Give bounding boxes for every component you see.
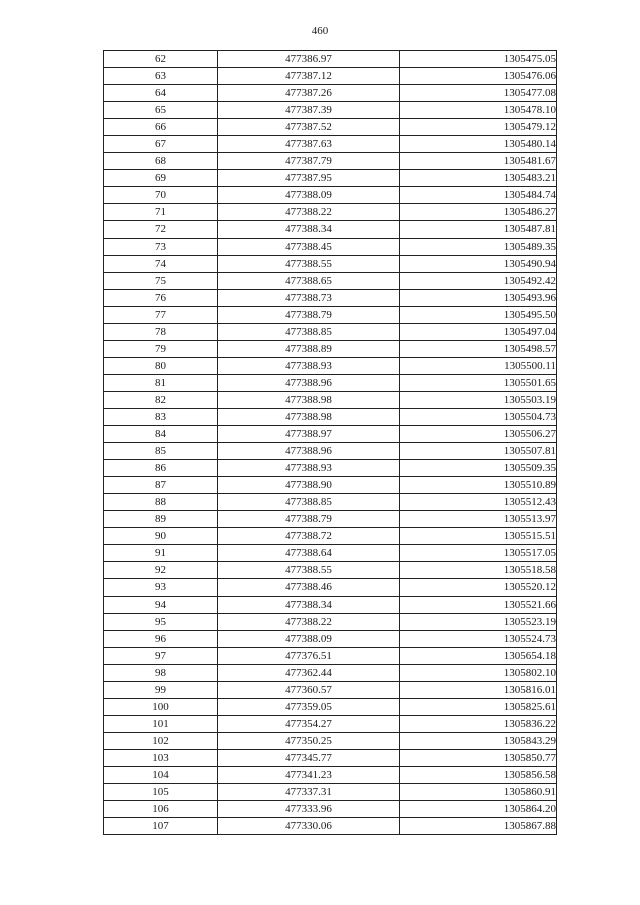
point-number-cell: 95 (104, 613, 218, 630)
point-number-cell: 96 (104, 630, 218, 647)
y-coordinate-cell: 1305524.73 (400, 630, 557, 647)
point-number-cell: 78 (104, 323, 218, 340)
point-number-cell: 69 (104, 170, 218, 187)
table-row (104, 715, 557, 732)
table-row (104, 204, 557, 221)
y-coordinate-cell: 1305816.01 (400, 681, 557, 698)
point-number-cell: 100 (104, 698, 218, 715)
point-number-cell: 85 (104, 443, 218, 460)
x-coordinate-cell: 477360.57 (218, 681, 400, 698)
point-number-cell: 97 (104, 647, 218, 664)
x-coordinate-cell: 477387.79 (218, 153, 400, 170)
x-coordinate-cell: 477388.65 (218, 272, 400, 289)
y-coordinate-cell: 1305484.74 (400, 187, 557, 204)
point-number-cell: 102 (104, 732, 218, 749)
table-row (104, 357, 557, 374)
x-coordinate-cell: 477388.09 (218, 630, 400, 647)
point-number-cell: 87 (104, 477, 218, 494)
point-number-cell: 83 (104, 408, 218, 425)
y-coordinate-cell: 1305860.91 (400, 784, 557, 801)
y-coordinate-cell: 1305517.05 (400, 545, 557, 562)
table-row (104, 579, 557, 596)
x-coordinate-cell: 477388.22 (218, 204, 400, 221)
x-coordinate-cell: 477388.89 (218, 340, 400, 357)
point-number-cell: 63 (104, 68, 218, 85)
x-coordinate-cell: 477388.79 (218, 511, 400, 528)
x-coordinate-cell: 477388.93 (218, 357, 400, 374)
y-coordinate-cell: 1305521.66 (400, 596, 557, 613)
y-coordinate-cell: 1305520.12 (400, 579, 557, 596)
table-row (104, 528, 557, 545)
y-coordinate-cell: 1305498.57 (400, 340, 557, 357)
table-row (104, 784, 557, 801)
table-row (104, 681, 557, 698)
x-coordinate-cell: 477388.45 (218, 238, 400, 255)
y-coordinate-cell: 1305506.27 (400, 426, 557, 443)
y-coordinate-cell: 1305515.51 (400, 528, 557, 545)
table-row (104, 511, 557, 528)
table-row (104, 408, 557, 425)
point-number-cell: 86 (104, 460, 218, 477)
x-coordinate-cell: 477345.77 (218, 749, 400, 766)
table-row (104, 238, 557, 255)
x-coordinate-cell: 477386.97 (218, 51, 400, 68)
point-number-cell: 64 (104, 85, 218, 102)
y-coordinate-cell: 1305504.73 (400, 408, 557, 425)
point-number-cell: 71 (104, 204, 218, 221)
x-coordinate-cell: 477359.05 (218, 698, 400, 715)
point-number-cell: 65 (104, 102, 218, 119)
y-coordinate-cell: 1305512.43 (400, 494, 557, 511)
x-coordinate-cell: 477388.98 (218, 391, 400, 408)
table-row (104, 255, 557, 272)
table-row (104, 818, 557, 835)
y-coordinate-cell: 1305802.10 (400, 664, 557, 681)
x-coordinate-cell: 477388.55 (218, 562, 400, 579)
table-row (104, 306, 557, 323)
point-number-cell: 68 (104, 153, 218, 170)
x-coordinate-cell: 477354.27 (218, 715, 400, 732)
y-coordinate-cell: 1305507.81 (400, 443, 557, 460)
table-row (104, 630, 557, 647)
point-number-cell: 99 (104, 681, 218, 698)
x-coordinate-cell: 477388.34 (218, 596, 400, 613)
x-coordinate-cell: 477387.12 (218, 68, 400, 85)
point-number-cell: 103 (104, 749, 218, 766)
point-number-cell: 98 (104, 664, 218, 681)
table-row (104, 119, 557, 136)
x-coordinate-cell: 477387.26 (218, 85, 400, 102)
point-number-cell: 94 (104, 596, 218, 613)
y-coordinate-cell: 1305500.11 (400, 357, 557, 374)
page-number: 460 (311, 25, 329, 37)
table-row (104, 221, 557, 238)
point-number-cell: 72 (104, 221, 218, 238)
y-coordinate-cell: 1305864.20 (400, 801, 557, 818)
point-number-cell: 106 (104, 801, 218, 818)
table-row (104, 51, 557, 68)
table-row (104, 68, 557, 85)
y-coordinate-cell: 1305654.18 (400, 647, 557, 664)
table-row (104, 136, 557, 153)
point-number-cell: 90 (104, 528, 218, 545)
point-number-cell: 82 (104, 391, 218, 408)
point-number-cell: 77 (104, 306, 218, 323)
x-coordinate-cell: 477388.96 (218, 374, 400, 391)
y-coordinate-cell: 1305478.10 (400, 102, 557, 119)
point-number-cell: 75 (104, 272, 218, 289)
point-number-cell: 92 (104, 562, 218, 579)
table-row (104, 102, 557, 119)
x-coordinate-cell: 477388.72 (218, 528, 400, 545)
y-coordinate-cell: 1305481.67 (400, 153, 557, 170)
y-coordinate-cell: 1305493.96 (400, 289, 557, 306)
x-coordinate-cell: 477387.63 (218, 136, 400, 153)
y-coordinate-cell: 1305836.22 (400, 715, 557, 732)
table-row (104, 732, 557, 749)
x-coordinate-cell: 477388.96 (218, 443, 400, 460)
y-coordinate-cell: 1305486.27 (400, 204, 557, 221)
y-coordinate-cell: 1305475.05 (400, 51, 557, 68)
x-coordinate-cell: 477388.85 (218, 494, 400, 511)
table-row (104, 698, 557, 715)
table-row (104, 801, 557, 818)
x-coordinate-cell: 477388.73 (218, 289, 400, 306)
table-row (104, 426, 557, 443)
x-coordinate-cell: 477388.34 (218, 221, 400, 238)
y-coordinate-cell: 1305509.35 (400, 460, 557, 477)
x-coordinate-cell: 477333.96 (218, 801, 400, 818)
table-row (104, 494, 557, 511)
table-row (104, 477, 557, 494)
table-row (104, 391, 557, 408)
point-number-cell: 88 (104, 494, 218, 511)
y-coordinate-cell: 1305843.29 (400, 732, 557, 749)
table-row (104, 443, 557, 460)
x-coordinate-cell: 477388.79 (218, 306, 400, 323)
table-row (104, 613, 557, 630)
x-coordinate-cell: 477388.90 (218, 477, 400, 494)
table-row (104, 85, 557, 102)
y-coordinate-cell: 1305489.35 (400, 238, 557, 255)
x-coordinate-cell: 477388.93 (218, 460, 400, 477)
x-coordinate-cell: 477388.46 (218, 579, 400, 596)
x-coordinate-cell: 477337.31 (218, 784, 400, 801)
x-coordinate-cell: 477387.39 (218, 102, 400, 119)
y-coordinate-cell: 1305518.58 (400, 562, 557, 579)
point-number-cell: 105 (104, 784, 218, 801)
y-coordinate-cell: 1305503.19 (400, 391, 557, 408)
y-coordinate-cell: 1305513.97 (400, 511, 557, 528)
table-row (104, 647, 557, 664)
x-coordinate-cell: 477388.64 (218, 545, 400, 562)
point-number-cell: 89 (104, 511, 218, 528)
x-coordinate-cell: 477388.22 (218, 613, 400, 630)
point-number-cell: 66 (104, 119, 218, 136)
y-coordinate-cell: 1305487.81 (400, 221, 557, 238)
table-row (104, 187, 557, 204)
y-coordinate-cell: 1305492.42 (400, 272, 557, 289)
y-coordinate-cell: 1305867.88 (400, 818, 557, 835)
table-row (104, 664, 557, 681)
point-number-cell: 80 (104, 357, 218, 374)
x-coordinate-cell: 477388.85 (218, 323, 400, 340)
table-row (104, 374, 557, 391)
table-row (104, 170, 557, 187)
table-row (104, 749, 557, 766)
x-coordinate-cell: 477388.98 (218, 408, 400, 425)
point-number-cell: 91 (104, 545, 218, 562)
y-coordinate-cell: 1305477.08 (400, 85, 557, 102)
table-row (104, 460, 557, 477)
y-coordinate-cell: 1305480.14 (400, 136, 557, 153)
y-coordinate-cell: 1305501.65 (400, 374, 557, 391)
point-number-cell: 93 (104, 579, 218, 596)
x-coordinate-cell: 477388.09 (218, 187, 400, 204)
coordinates-table (103, 50, 557, 835)
y-coordinate-cell: 1305523.19 (400, 613, 557, 630)
x-coordinate-cell: 477388.97 (218, 426, 400, 443)
table-row (104, 272, 557, 289)
x-coordinate-cell: 477341.23 (218, 766, 400, 783)
y-coordinate-cell: 1305495.50 (400, 306, 557, 323)
point-number-cell: 70 (104, 187, 218, 204)
point-number-cell: 81 (104, 374, 218, 391)
y-coordinate-cell: 1305825.61 (400, 698, 557, 715)
table-row (104, 289, 557, 306)
y-coordinate-cell: 1305850.77 (400, 749, 557, 766)
point-number-cell: 74 (104, 255, 218, 272)
y-coordinate-cell: 1305510.89 (400, 477, 557, 494)
x-coordinate-cell: 477388.55 (218, 255, 400, 272)
y-coordinate-cell: 1305479.12 (400, 119, 557, 136)
table-row (104, 596, 557, 613)
y-coordinate-cell: 1305497.04 (400, 323, 557, 340)
table-row (104, 766, 557, 783)
point-number-cell: 73 (104, 238, 218, 255)
x-coordinate-cell: 477362.44 (218, 664, 400, 681)
point-number-cell: 104 (104, 766, 218, 783)
table-row (104, 545, 557, 562)
point-number-cell: 67 (104, 136, 218, 153)
table-row (104, 562, 557, 579)
point-number-cell: 79 (104, 340, 218, 357)
table-row (104, 340, 557, 357)
y-coordinate-cell: 1305476.06 (400, 68, 557, 85)
table-row (104, 153, 557, 170)
table-row (104, 323, 557, 340)
y-coordinate-cell: 1305483.21 (400, 170, 557, 187)
y-coordinate-cell: 1305490.94 (400, 255, 557, 272)
x-coordinate-cell: 477387.95 (218, 170, 400, 187)
x-coordinate-cell: 477387.52 (218, 119, 400, 136)
x-coordinate-cell: 477376.51 (218, 647, 400, 664)
point-number-cell: 101 (104, 715, 218, 732)
x-coordinate-cell: 477350.25 (218, 732, 400, 749)
point-number-cell: 62 (104, 51, 218, 68)
y-coordinate-cell: 1305856.58 (400, 766, 557, 783)
x-coordinate-cell: 477330.06 (218, 818, 400, 835)
point-number-cell: 84 (104, 426, 218, 443)
coordinates-table-body (104, 51, 557, 835)
point-number-cell: 107 (104, 818, 218, 835)
point-number-cell: 76 (104, 289, 218, 306)
